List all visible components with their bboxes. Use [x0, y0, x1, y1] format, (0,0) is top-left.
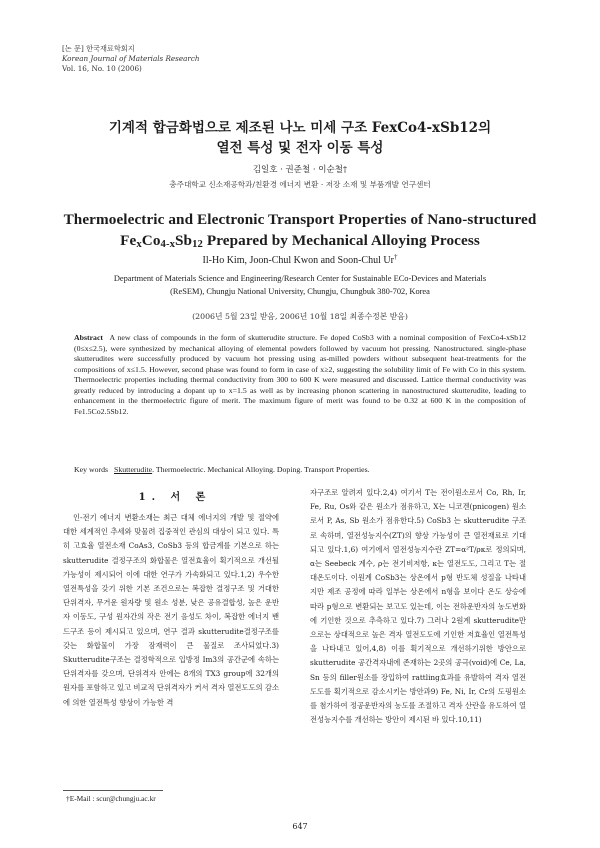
authors-korean: 김일호 · 권준철 · 이순철†: [252, 165, 348, 175]
formula-sub-12: 12: [192, 239, 203, 250]
journal-name-ko: [논 문] 한국재료학회지: [62, 44, 135, 53]
keywords: [74, 465, 526, 474]
title-english-line2: [50, 230, 550, 255]
abstract-text: A new class of compounds in the form of skutterudite structure. Fe doped CoSb3 with a nominal composition of FexCo4-xSb12 (0≤x≤2.5), were synthesized by mechanical alloying of elemental powders followed by vacuum hot pressing. Nanostructured. single-phase skutterudites were successfully produced by vacuum hot pressing using as-milled powders without subsequent heat-treatments for the compositions of x≤1.5. However, second phase was found to form in case of x≥2, suggesting the solubility limit of Fe with Co in this system. Thermoelectric properties including thermal conductivity from 300 to 600 K were measured and discussed. Lattice thermal conductivity was greatly reduced by introducing a dopant up to x=1.5 as well as by increasing phonon scattering in nanostructured skutterudite, leading to enhancement in the thermoelectric figure of merit. The maximum figure of merit was found to be 0.32 at 600 K in the composition of Fe1.5Co2.5Sb12.: [74, 333, 526, 416]
title-korean: [60, 118, 540, 158]
abstract: [74, 333, 526, 417]
title-korean-line2: 열전 특성 및 전자 이동 특성: [216, 140, 384, 156]
body-paragraph-right: 자구조로 알려져 있다.2,4) 여기서 T는 전이원소로서 Co, Rh, Ir, Fe, Ru, Os와 같은 원소가 점유하고, X는 니코겐(pnicogen) 원소로서 P, As, Sb 원소가 점유한다.5) CoSb3 는 skutterudite 구조로 속하며, 열전성능지수(ZT)의 향상 가능성이 큰 열전재료로 기대되고 있다.1,6) 여기에서 열전성능지수란 ZT=α²T/ρκ로 정의되며, α는 Seebeck 계수, ρ는 전기비저항, κ는 열전도도, 그리고 T는 절대온도이다. 이원계 CoSb3는 상온에서 p형 반도체 성질을 나타내지만 제조 공정에 따라 일부는 상온에서 n형을 보이다 온도 상승에 따라 p형으로 변환되는 보고도 있는데, 이는 전하운반자의 농도변화에 기인한 것으로 추측하고 있다.7) 그러나 2원계 skutterudite만으로는 상대적으로 높은 격자 열전도도에 기인한 저효율인 열전특성을 나타내고 있어,4,8) 이를 획기적으로 개선하기위한 방안으로 skutterudite 공간격자내에 존재하는 2곳의 공극(void)에 Ce, La, Sn 등의 filler원소를 장입하여 rattling효과를 유발하여 격자 열전도도를 획기적으로 감소시키는 방안과9) Fe, Ni, Ir, Cr의 도핑원소를 첨가하여 정공운반자의 농도를 조절하고 격자 산란을 유도하여 열전성능지수를 개선하는 방안이 제시된 바 있다.10,11): [310, 488, 526, 725]
body-column-right: [310, 486, 526, 727]
journal-volume: Vol. 16, No. 10 (2006): [62, 64, 142, 73]
section-heading-introduction: 1. 서 론: [138, 492, 212, 503]
footnote-email: †E-Mail : scur@chungju.ac.kr: [66, 794, 156, 803]
journal-header: [62, 44, 200, 74]
authors-english: [50, 253, 550, 266]
keyword-first: Skutterudite: [114, 465, 153, 474]
title-english-line1: Thermoelectric and Electronic Transport Properties of Nano-structured: [63, 211, 537, 228]
page-number: 647: [292, 822, 308, 831]
body-paragraph-left: 인-전기 에너지 변환소재는 최근 대체 에너지의 개발 및 절약에 대한 세계적인 추세와 맞물려 집중적인 관심의 대상이 되고 있다. 특히 고효율 열전소재 CoAs3, CoSb3 등의 합금계를 기본으로 하는 skutterudite 결정구조의 화합물은 열전효율이 획기적으로 개선될 가능성이 제시되어 이에 대한 연구가 가속화되고 있다.1,2) 우수한 열전특성을 갖기 위한 기본 조건으로는 복잡한 결정구조 및 거대한 단위격자, 무거운 원자량 및 원소 성분, 낮은 공유결합성, 높은 운반자 이동도, 구성 원자간의 작은 전기 음성도 차이, 복잡한 에너지 밴드구조 등이 제시되고 있으며, 연구 결과 skutterudite결정구조를 갖는 화합물이 가장 잠재력이 큰 물질로 조사되었다.3) Skutterudite구조는 결정학적으로 입방정 Im3의 공간군에 속하는 단위격자를 갖으며, 단위격자 안에는 8개의 TX3 group에 32개의 원자를 포함하고 있고 비교적 단위격자가 커서 격자 열전도도의 감소에 의한 열전특성 향상이 가능한 격: [63, 513, 279, 707]
received-dates: (2006년 5월 23일 받음, 2006년 10월 18일 최종수정본 받음): [192, 312, 408, 321]
affiliation-english: [60, 272, 540, 298]
formula-co: Co: [141, 232, 161, 249]
keywords-label: Key words: [74, 465, 108, 474]
formula-sub-4x: 4-x: [160, 239, 175, 250]
title-english-rest: Prepared by Mechanical Alloying Process: [202, 232, 480, 249]
abstract-label: Abstract: [74, 333, 104, 342]
footnote-divider: [63, 790, 163, 791]
affiliation-english-line1: Department of Materials Science and Engineering/Research Center for Sustainable ECo-Devices and Materials: [113, 274, 487, 283]
formula-sb: Sb: [175, 232, 193, 249]
title-korean-line1: 기계적 합금화법으로 제조된 나노 미세 구조 FexCo4-xSb12의: [108, 120, 492, 136]
body-column-left: [63, 511, 279, 710]
corresponding-mark: †: [393, 253, 398, 261]
title-english: [50, 209, 550, 255]
affiliation-korean: 충주대학교 신소재공학과/친환경 에너지 변환 · 저장 소재 및 부품개발 연구센터: [169, 180, 431, 189]
formula-sub-x: x: [136, 239, 142, 250]
authors-english-names: Il-Ho Kim, Joon-Chul Kwon and Soon-Chul Ur: [202, 255, 394, 266]
journal-name-en: Korean Journal of Materials Research: [62, 54, 200, 63]
formula-fe: Fe: [120, 232, 137, 249]
keywords-rest: . Thermoelectric. Mechanical Alloying. Doping. Transport Properties.: [152, 465, 370, 474]
affiliation-english-line2: (ReSEM), Chungju National University, Chungju, Chungbuk 380-702, Korea: [170, 287, 430, 296]
